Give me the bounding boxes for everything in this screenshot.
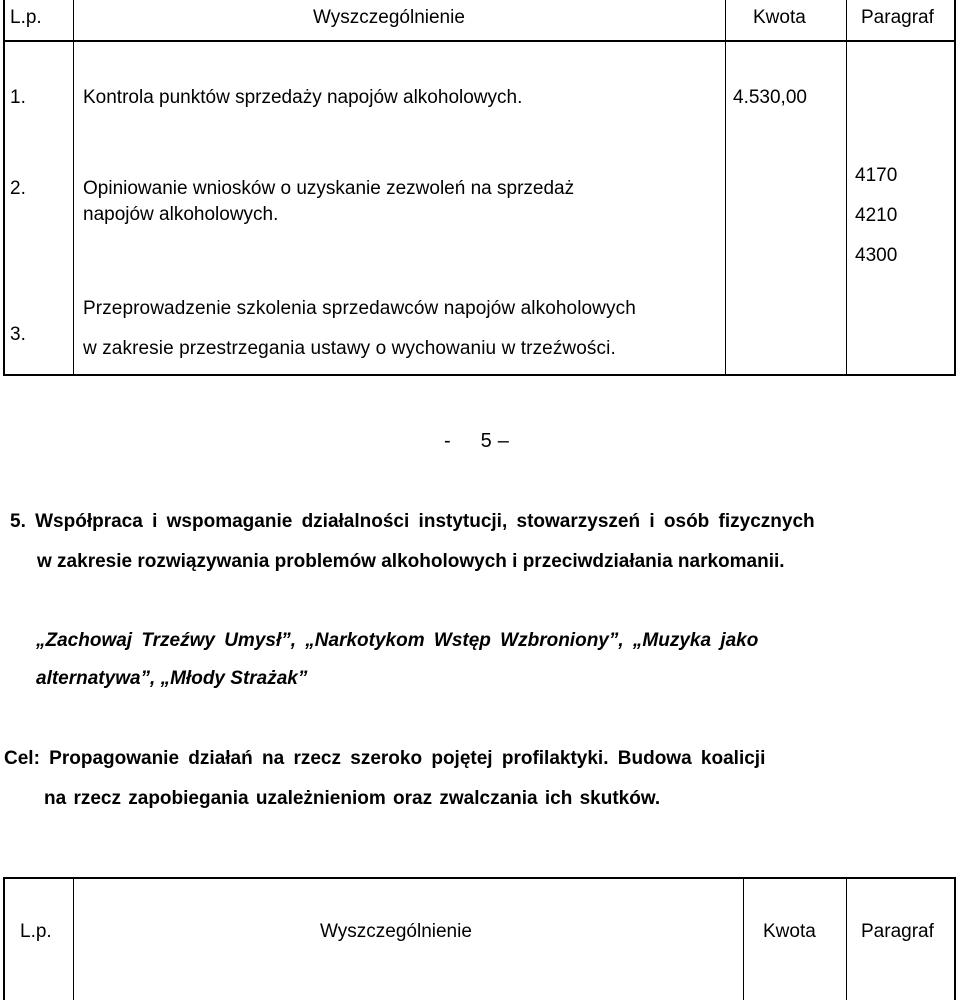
bottom-table-col-divider-3 (846, 877, 847, 1000)
row-2-description-line-1: Opiniowanie wniosków o uzyskanie zezwoleń na sprzedaż (83, 178, 575, 199)
programs-line-2: alternatywa”, „Młody Strażak” (36, 668, 308, 689)
paragraph-code: 4300 (855, 245, 898, 266)
top-table-header-divider (3, 40, 956, 42)
header-lp: L.p. (10, 7, 42, 28)
row-2-lp: 2. (10, 178, 26, 199)
page-number-trail: – (497, 430, 509, 452)
goal-line-1: Cel: Propagowanie działań na rzecz szeroko pojętej profilaktyki. Budowa koalicji (4, 748, 766, 769)
row-1-amount: 4.530,00 (733, 87, 807, 108)
row-3-lp: 3. (10, 324, 26, 345)
bottom-table-col-divider-1 (73, 877, 74, 1000)
paragraph-code: 4170 (855, 165, 898, 186)
header-paragraph: Paragraf (861, 7, 934, 28)
section-heading-line-1: 5. Współpraca i wspomaganie działalności instytucji, stowarzyszeń i osób fizycznych (10, 511, 815, 532)
top-table-right-border (954, 0, 956, 376)
header-amount: Kwota (753, 7, 806, 28)
header-description: Wyszczególnienie (313, 7, 465, 28)
bottom-header-amount: Kwota (763, 921, 816, 942)
goal-line-2: na rzecz zapobiegania uzależnieniom oraz zwalczania ich skutków. (44, 788, 661, 809)
paragraph-code: 4210 (855, 205, 898, 226)
bottom-header-description: Wyszczególnienie (320, 921, 472, 942)
row-3-description-line-2: w zakresie przestrzegania ustawy o wychowaniu w trzeźwości. (83, 338, 616, 359)
top-table-col-divider-2 (725, 0, 726, 376)
top-table-col-divider-1 (73, 0, 74, 376)
bottom-table-col-divider-2 (743, 877, 744, 1000)
row-3-description-line-1: Przeprowadzenie szkolenia sprzedawców napojów alkoholowych (83, 298, 636, 319)
bottom-header-paragraph: Paragraf (861, 921, 934, 942)
page-number-value: 5 (480, 430, 492, 452)
bottom-table-right-border (954, 877, 956, 1000)
page-number-dash: - (444, 430, 451, 452)
row-2-description-line-2: napojów alkoholowych. (83, 204, 279, 225)
bottom-header-lp: L.p. (20, 921, 52, 942)
bottom-table-left-border (3, 877, 5, 1000)
row-1-lp: 1. (10, 87, 26, 108)
section-heading-line-2: w zakresie rozwiązywania problemów alkoholowych i przeciwdziałania narkomanii. (37, 551, 785, 572)
programs-line-1: „Zachowaj Trzeźwy Umysł”, „Narkotykom Wstęp Wzbroniony”, „Muzyka jako (36, 630, 759, 651)
bottom-table-top-border (3, 877, 956, 879)
page-number (444, 430, 509, 452)
top-table-left-border (3, 0, 5, 376)
top-table-bottom-border (3, 374, 956, 376)
top-table-col-divider-3 (846, 0, 847, 376)
row-1-description: Kontrola punktów sprzedaży napojów alkoholowych. (83, 87, 523, 108)
